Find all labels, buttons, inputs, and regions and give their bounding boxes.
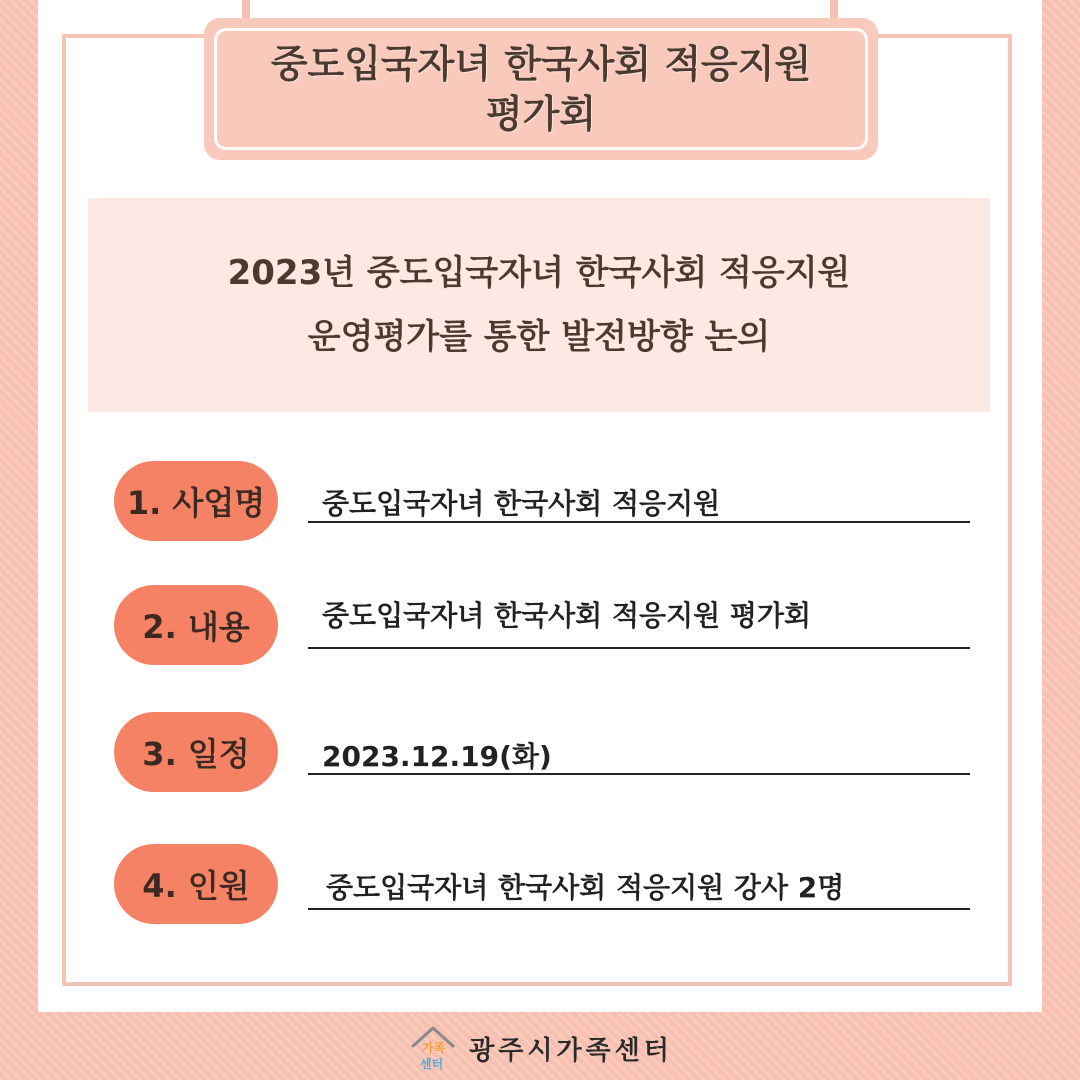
- item-label: 2. 내용: [142, 608, 250, 646]
- subtitle-panel: [88, 198, 990, 412]
- page-title: [214, 28, 868, 150]
- item-underline: [308, 647, 970, 649]
- family-center-logo-icon: [407, 1022, 459, 1074]
- hanger-tick-right: [830, 0, 838, 20]
- item-label: 4. 인원: [142, 867, 250, 905]
- item-value: 중도입국자녀 한국사회 적응지원: [322, 487, 721, 520]
- hanger-tick-left: [242, 0, 250, 20]
- subtitle-line-1: 2023년 중도입국자녀 한국사회 적응지원: [227, 253, 851, 293]
- item-underline: [308, 773, 970, 775]
- item-label-pill-1: [114, 461, 278, 541]
- item-underline: [308, 908, 970, 910]
- item-label-pill-4: [114, 844, 278, 924]
- title-line-1: 중도입국자녀 한국사회 적응지원: [270, 42, 812, 86]
- item-label-pill-3: [114, 712, 278, 792]
- org-name: 광주시가족센터: [469, 1035, 673, 1066]
- footer: [0, 1020, 1080, 1076]
- title-line-2: 평가회: [485, 92, 597, 136]
- item-underline: [308, 521, 970, 523]
- item-value: 중도입국자녀 한국사회 적응지원 평가회: [322, 599, 812, 632]
- item-label: 1. 사업명: [126, 484, 266, 522]
- logo-text-bottom: 센터: [420, 1057, 444, 1071]
- item-label: 3. 일정: [142, 735, 250, 773]
- logo-text-top: 가족: [422, 1041, 446, 1055]
- subtitle-line-2: 운영평가를 통한 발전방향 논의: [307, 317, 771, 357]
- item-label-pill-2: [114, 585, 278, 665]
- item-value: 2023.12.19(화): [322, 740, 552, 773]
- item-value: 중도입국자녀 한국사회 적응지원 강사 2명: [326, 871, 845, 904]
